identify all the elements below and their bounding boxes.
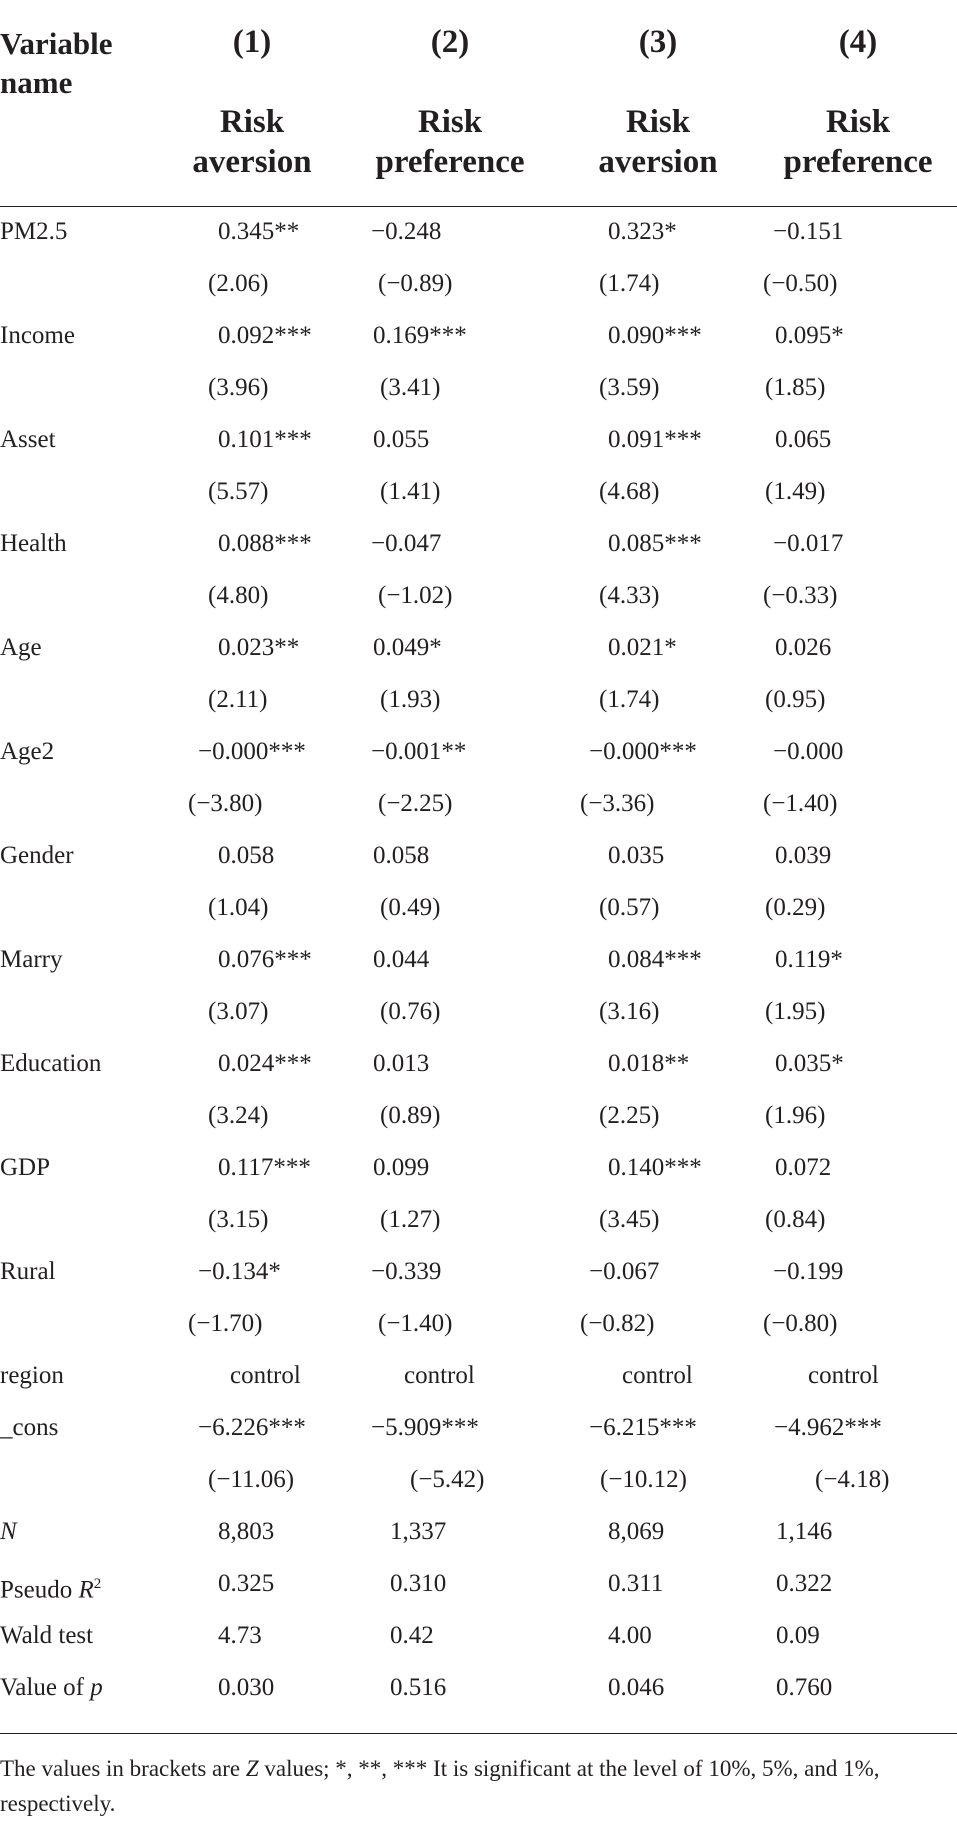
cell-col-3: 0.084***: [608, 946, 702, 973]
cell-col-3: (3.16): [599, 998, 660, 1025]
cell-col-4: 0.026: [775, 634, 832, 661]
cell-col-2: 0.055: [373, 426, 430, 453]
table-note: The values in brackets are Z values; *, **, *** It is significant at the level of 10%, 5%, and 1%, respectively.: [0, 1756, 880, 1816]
cell-col-4: (0.29): [765, 894, 826, 921]
cell-col-4: −0.151: [773, 218, 844, 245]
cell-col-1: control: [230, 1362, 301, 1389]
table-row: [0, 1090, 957, 1142]
cell-col-2: 0.049*: [373, 634, 442, 661]
column-number-2: (2): [430, 24, 470, 60]
table-row: [0, 830, 957, 882]
cell-col-4: 0.065: [775, 426, 832, 453]
cell-col-1: 0.345**: [218, 218, 300, 245]
cell-col-4: (−0.80): [763, 1310, 838, 1337]
cell-col-1: 4.73: [218, 1622, 262, 1649]
cell-col-3: 0.046: [608, 1674, 665, 1701]
table-row: [0, 1246, 957, 1298]
row-label: Education: [0, 1050, 102, 1077]
row-label: GDP: [0, 1154, 51, 1181]
cell-col-3: (4.33): [599, 582, 660, 609]
cell-col-2: 0.310: [390, 1570, 447, 1597]
cell-col-4: 0.039: [775, 842, 832, 869]
row-label: Income: [0, 322, 75, 349]
row-label: region: [0, 1362, 64, 1389]
cell-col-1: (−11.06): [208, 1466, 295, 1493]
cell-col-1: −6.226***: [198, 1414, 306, 1441]
cell-col-1: 8,803: [218, 1518, 275, 1545]
cell-col-2: −5.909***: [371, 1414, 479, 1441]
cell-col-2: (−1.40): [378, 1310, 453, 1337]
table-row: [0, 1662, 957, 1714]
cell-col-1: (3.15): [208, 1206, 269, 1233]
table-row: [0, 674, 957, 726]
cell-col-4: (1.95): [765, 998, 826, 1025]
column-label-1: Risk aversion: [192, 104, 312, 180]
cell-col-4: (1.96): [765, 1102, 826, 1129]
table-row: [0, 622, 957, 674]
cell-col-2: −0.339: [371, 1258, 442, 1285]
cell-col-2: (0.49): [380, 894, 441, 921]
cell-col-1: 0.030: [218, 1674, 275, 1701]
cell-col-2: −0.047: [371, 530, 442, 557]
cell-col-1: (5.57): [208, 478, 269, 505]
cell-col-1: 0.058: [218, 842, 275, 869]
cell-col-2: 0.013: [373, 1050, 430, 1077]
cell-col-4: (0.95): [765, 686, 826, 713]
cell-col-2: (0.89): [380, 1102, 441, 1129]
table-row: [0, 1038, 957, 1090]
cell-col-3: 0.311: [608, 1570, 664, 1597]
column-label-3: Risk aversion: [598, 104, 718, 180]
cell-col-3: (0.57): [599, 894, 660, 921]
cell-col-2: (3.41): [380, 374, 441, 401]
cell-col-3: 0.085***: [608, 530, 702, 557]
cell-col-2: (0.76): [380, 998, 441, 1025]
cell-col-2: (1.27): [380, 1206, 441, 1233]
row-label: Wald test: [0, 1622, 94, 1649]
row-label: Value of p: [0, 1674, 103, 1701]
cell-col-1: (3.24): [208, 1102, 269, 1129]
cell-col-4: 0.119*: [775, 946, 843, 973]
table-row: [0, 986, 957, 1038]
table-row: [0, 414, 957, 466]
cell-col-1: 0.076***: [218, 946, 312, 973]
cell-col-1: 0.088***: [218, 530, 312, 557]
cell-col-2: (−1.02): [378, 582, 453, 609]
cell-col-4: −0.199: [773, 1258, 844, 1285]
cell-col-3: 0.090***: [608, 322, 702, 349]
table-row: [0, 1142, 957, 1194]
row-label: PM2.5: [0, 218, 68, 245]
cell-col-3: 0.018**: [608, 1050, 690, 1077]
cell-col-2: 0.169***: [373, 322, 467, 349]
cell-col-3: −6.215***: [589, 1414, 697, 1441]
cell-col-2: 0.42: [390, 1622, 434, 1649]
cell-col-3: (−10.12): [600, 1466, 687, 1493]
cell-col-3: −0.067: [589, 1258, 660, 1285]
cell-col-3: (4.68): [599, 478, 660, 505]
cell-col-2: −0.001**: [371, 738, 467, 765]
row-label: Health: [0, 530, 67, 557]
cell-col-2: (−0.89): [378, 270, 453, 297]
cell-col-2: 0.516: [390, 1674, 447, 1701]
table-row: [0, 1610, 957, 1662]
column-number-1: (1): [232, 24, 272, 60]
cell-col-3: (1.74): [599, 686, 660, 713]
cell-col-1: (3.96): [208, 374, 269, 401]
row-label: Marry: [0, 946, 63, 973]
cell-col-4: 0.035*: [775, 1050, 844, 1077]
row-label: Gender: [0, 842, 74, 869]
cell-col-2: 0.099: [373, 1154, 430, 1181]
table-row: [0, 934, 957, 986]
cell-col-2: 0.044: [373, 946, 430, 973]
row-label: Asset: [0, 426, 56, 453]
table-row: [0, 1454, 957, 1506]
table-row: [0, 362, 957, 414]
row-label: Age2: [0, 738, 55, 765]
cell-col-2: (−2.25): [378, 790, 453, 817]
cell-col-3: control: [622, 1362, 693, 1389]
cell-col-4: (0.84): [765, 1206, 826, 1233]
cell-col-3: 4.00: [608, 1622, 652, 1649]
header-variable-name: Variable name: [0, 26, 113, 100]
table-row: [0, 310, 957, 362]
table-row: [0, 882, 957, 934]
cell-col-2: (1.93): [380, 686, 441, 713]
cell-col-2: −0.248: [371, 218, 442, 245]
cell-col-2: (−5.42): [410, 1466, 485, 1493]
column-label-2: Risk preference: [375, 104, 525, 180]
cell-col-4: control: [808, 1362, 879, 1389]
cell-col-3: 0.323*: [608, 218, 677, 245]
cell-col-2: 1,337: [390, 1518, 447, 1545]
cell-col-4: 0.760: [776, 1674, 833, 1701]
cell-col-1: −0.000***: [198, 738, 306, 765]
column-number-4: (4): [838, 24, 878, 60]
table-row: [0, 518, 957, 570]
cell-col-3: (3.45): [599, 1206, 660, 1233]
cell-col-1: 0.092***: [218, 322, 312, 349]
table-row: [0, 570, 957, 622]
row-label: Age: [0, 634, 42, 661]
row-label: Rural: [0, 1258, 56, 1285]
cell-col-3: 8,069: [608, 1518, 665, 1545]
table-row: [0, 778, 957, 830]
cell-col-4: −0.017: [773, 530, 844, 557]
cell-col-3: 0.021*: [608, 634, 677, 661]
table-row: [0, 1558, 957, 1610]
cell-col-4: 0.322: [776, 1570, 833, 1597]
table-row: [0, 1194, 957, 1246]
table-row: [0, 206, 957, 258]
cell-col-4: 0.072: [775, 1154, 832, 1181]
cell-col-3: (−3.36): [580, 790, 655, 817]
cell-col-4: −4.962***: [774, 1414, 882, 1441]
cell-col-1: (1.04): [208, 894, 269, 921]
cell-col-3: (3.59): [599, 374, 660, 401]
cell-col-4: 0.09: [776, 1622, 820, 1649]
table-row: [0, 1506, 957, 1558]
bottom-rule: [0, 1733, 957, 1734]
cell-col-1: (2.06): [208, 270, 269, 297]
column-label-4: Risk preference: [783, 104, 933, 180]
cell-col-1: −0.134*: [198, 1258, 281, 1285]
table-row: [0, 726, 957, 778]
table-row: [0, 258, 957, 310]
cell-col-2: (1.41): [380, 478, 441, 505]
cell-col-4: (−1.40): [763, 790, 838, 817]
cell-col-1: 0.023**: [218, 634, 300, 661]
cell-col-2: control: [404, 1362, 475, 1389]
cell-col-4: (1.85): [765, 374, 826, 401]
cell-col-1: 0.101***: [218, 426, 312, 453]
cell-col-4: (−0.50): [763, 270, 838, 297]
column-number-3: (3): [638, 24, 678, 60]
cell-col-3: (2.25): [599, 1102, 660, 1129]
cell-col-4: 1,146: [776, 1518, 833, 1545]
cell-col-3: 0.091***: [608, 426, 702, 453]
cell-col-1: (−1.70): [188, 1310, 263, 1337]
cell-col-4: (−0.33): [763, 582, 838, 609]
cell-col-3: 0.035: [608, 842, 665, 869]
cell-col-1: (4.80): [208, 582, 269, 609]
cell-col-1: 0.325: [218, 1570, 275, 1597]
cell-col-1: 0.117***: [218, 1154, 311, 1181]
table-row: [0, 466, 957, 518]
table-row: [0, 1402, 957, 1454]
cell-col-1: (−3.80): [188, 790, 263, 817]
row-label: _cons: [0, 1414, 59, 1441]
cell-col-4: 0.095*: [775, 322, 844, 349]
cell-col-3: (−0.82): [580, 1310, 655, 1337]
cell-col-4: (−4.18): [815, 1466, 890, 1493]
table-header: [0, 0, 957, 206]
cell-col-1: (3.07): [208, 998, 269, 1025]
table-row: [0, 1298, 957, 1350]
cell-col-2: 0.058: [373, 842, 430, 869]
row-label: Pseudo $R^2$: [0, 1576, 102, 1604]
table-row: [0, 1350, 957, 1402]
cell-col-4: (1.49): [765, 478, 826, 505]
cell-col-3: −0.000***: [589, 738, 697, 765]
cell-col-4: −0.000: [773, 738, 844, 765]
cell-col-1: (2.11): [208, 686, 268, 713]
row-label: N: [0, 1518, 17, 1545]
cell-col-3: (1.74): [599, 270, 660, 297]
cell-col-3: 0.140***: [608, 1154, 702, 1181]
cell-col-1: 0.024***: [218, 1050, 312, 1077]
